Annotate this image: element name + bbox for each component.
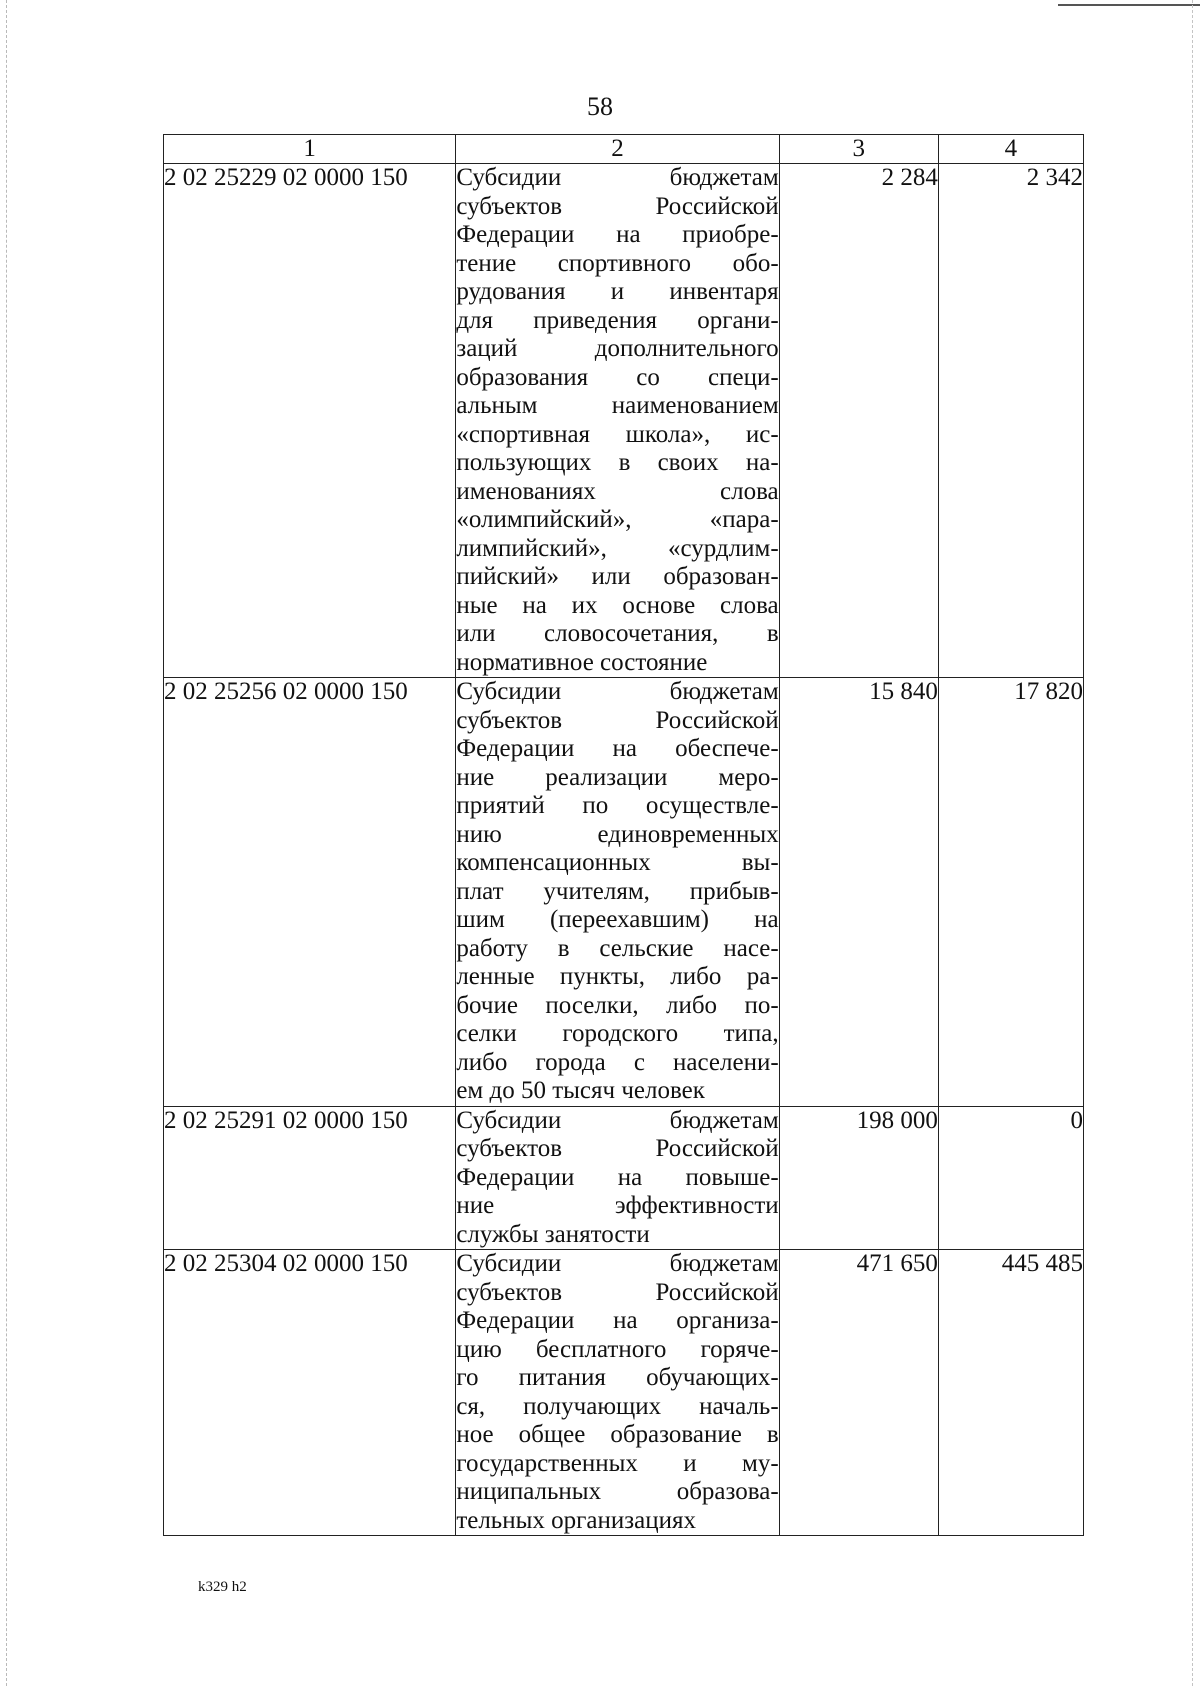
description-line: государственных и му- <box>456 1449 779 1477</box>
scan-top-edge-mark <box>1058 4 1200 6</box>
column-header-1: 1 <box>164 135 456 164</box>
value-column-3: 2 284 <box>779 164 938 678</box>
description-line: субъектов Российской <box>456 706 779 734</box>
description-cell <box>456 1106 779 1250</box>
description-line: субъектов Российской <box>456 192 779 220</box>
table-header-row <box>164 135 1084 164</box>
description-line: Субсидии бюджетам <box>456 164 779 191</box>
description-line: ное общее образование в <box>456 1421 779 1448</box>
description-line: нормативное состояние <box>456 648 708 676</box>
description-line: либо города с населени- <box>456 1048 779 1076</box>
value-column-4: 2 342 <box>938 164 1083 678</box>
description-line: нию единовременных <box>456 820 779 848</box>
description-line: Субсидии бюджетам <box>456 1106 779 1134</box>
description-line: ние реализации меро- <box>456 763 779 791</box>
description-line: тение спортивного обо- <box>456 249 779 277</box>
table-row <box>164 164 1084 678</box>
description-line: ся, получающих началь- <box>456 1392 779 1420</box>
description-line: «спортивная школа», ис- <box>456 420 779 448</box>
description-line: го питания обучающих- <box>456 1364 779 1391</box>
budget-code-cell: 2 02 25291 02 0000 150 <box>164 1106 456 1250</box>
table-body <box>164 164 1084 1536</box>
description-line: для приведения органи- <box>456 306 779 334</box>
description-line: бочие поселки, либо по- <box>456 991 779 1019</box>
value-column-4: 445 485 <box>938 1250 1083 1536</box>
description-cell <box>456 1250 779 1536</box>
page-number: 58 <box>587 92 613 121</box>
description-line: компенсационных вы- <box>456 849 779 876</box>
description-line: селки городского типа, <box>456 1020 779 1047</box>
description-line: ние эффективности <box>456 1192 779 1219</box>
description-line: пийский» или образован- <box>456 563 779 590</box>
table-row <box>164 678 1084 1107</box>
description-line: службы занятости <box>456 1220 650 1248</box>
description-line: Субсидии бюджетам <box>456 1250 779 1277</box>
value-column-4: 17 820 <box>938 678 1083 1107</box>
description-line: Федерации на обеспече- <box>456 735 779 762</box>
description-line: тельных организациях <box>456 1506 696 1534</box>
description-line: лимпийский», «сурдлим- <box>456 534 779 562</box>
description-line: ные на их основе слова <box>456 591 779 619</box>
budget-code-cell: 2 02 25304 02 0000 150 <box>164 1250 456 1536</box>
description-line: цию бесплатного горяче- <box>456 1335 779 1363</box>
column-header-2: 2 <box>456 135 779 164</box>
budget-table <box>163 134 1084 1536</box>
description-line: ленные пункты, либо ра- <box>456 963 779 990</box>
value-column-3: 15 840 <box>779 678 938 1107</box>
description-cell <box>456 678 779 1107</box>
budget-code-cell: 2 02 25229 02 0000 150 <box>164 164 456 678</box>
budget-code-cell: 2 02 25256 02 0000 150 <box>164 678 456 1107</box>
table-row <box>164 1250 1084 1536</box>
table-row <box>164 1106 1084 1250</box>
description-line: пользующих в своих на- <box>456 449 779 476</box>
scan-right-edge <box>1192 0 1193 1686</box>
description-line: Федерации на организа- <box>456 1307 779 1334</box>
description-line: Федерации на приобре- <box>456 221 779 248</box>
description-line: субъектов Российской <box>456 1135 779 1162</box>
description-line: плат учителям, прибыв- <box>456 877 779 905</box>
description-line: ниципальных образова- <box>456 1478 779 1505</box>
description-line: работу в сельские насе- <box>456 934 779 962</box>
value-column-3: 471 650 <box>779 1250 938 1536</box>
document-footer-code: k329 h2 <box>198 1579 247 1595</box>
description-line: субъектов Российской <box>456 1278 779 1306</box>
description-line: именованиях слова <box>456 477 779 505</box>
value-column-4: 0 <box>938 1106 1083 1250</box>
description-line: альным наименованием <box>456 392 779 419</box>
value-column-3: 198 000 <box>779 1106 938 1250</box>
description-line: или словосочетания, в <box>456 620 779 647</box>
description-line: ем до 50 тысяч человек <box>456 1077 705 1104</box>
description-line: заций дополнительного <box>456 335 779 362</box>
description-line: Субсидии бюджетам <box>456 678 779 705</box>
column-header-3: 3 <box>779 135 938 164</box>
description-line: шим (переехавшим) на <box>456 906 779 933</box>
scan-left-edge <box>6 0 7 1686</box>
description-line: Федерации на повыше- <box>456 1163 779 1191</box>
description-cell <box>456 164 779 678</box>
description-line: образования со специ- <box>456 363 779 391</box>
description-line: рудования и инвентаря <box>456 278 779 305</box>
column-header-4: 4 <box>938 135 1083 164</box>
description-line: приятий по осуществле- <box>456 792 779 819</box>
description-line: «олимпийский», «пара- <box>456 506 779 533</box>
